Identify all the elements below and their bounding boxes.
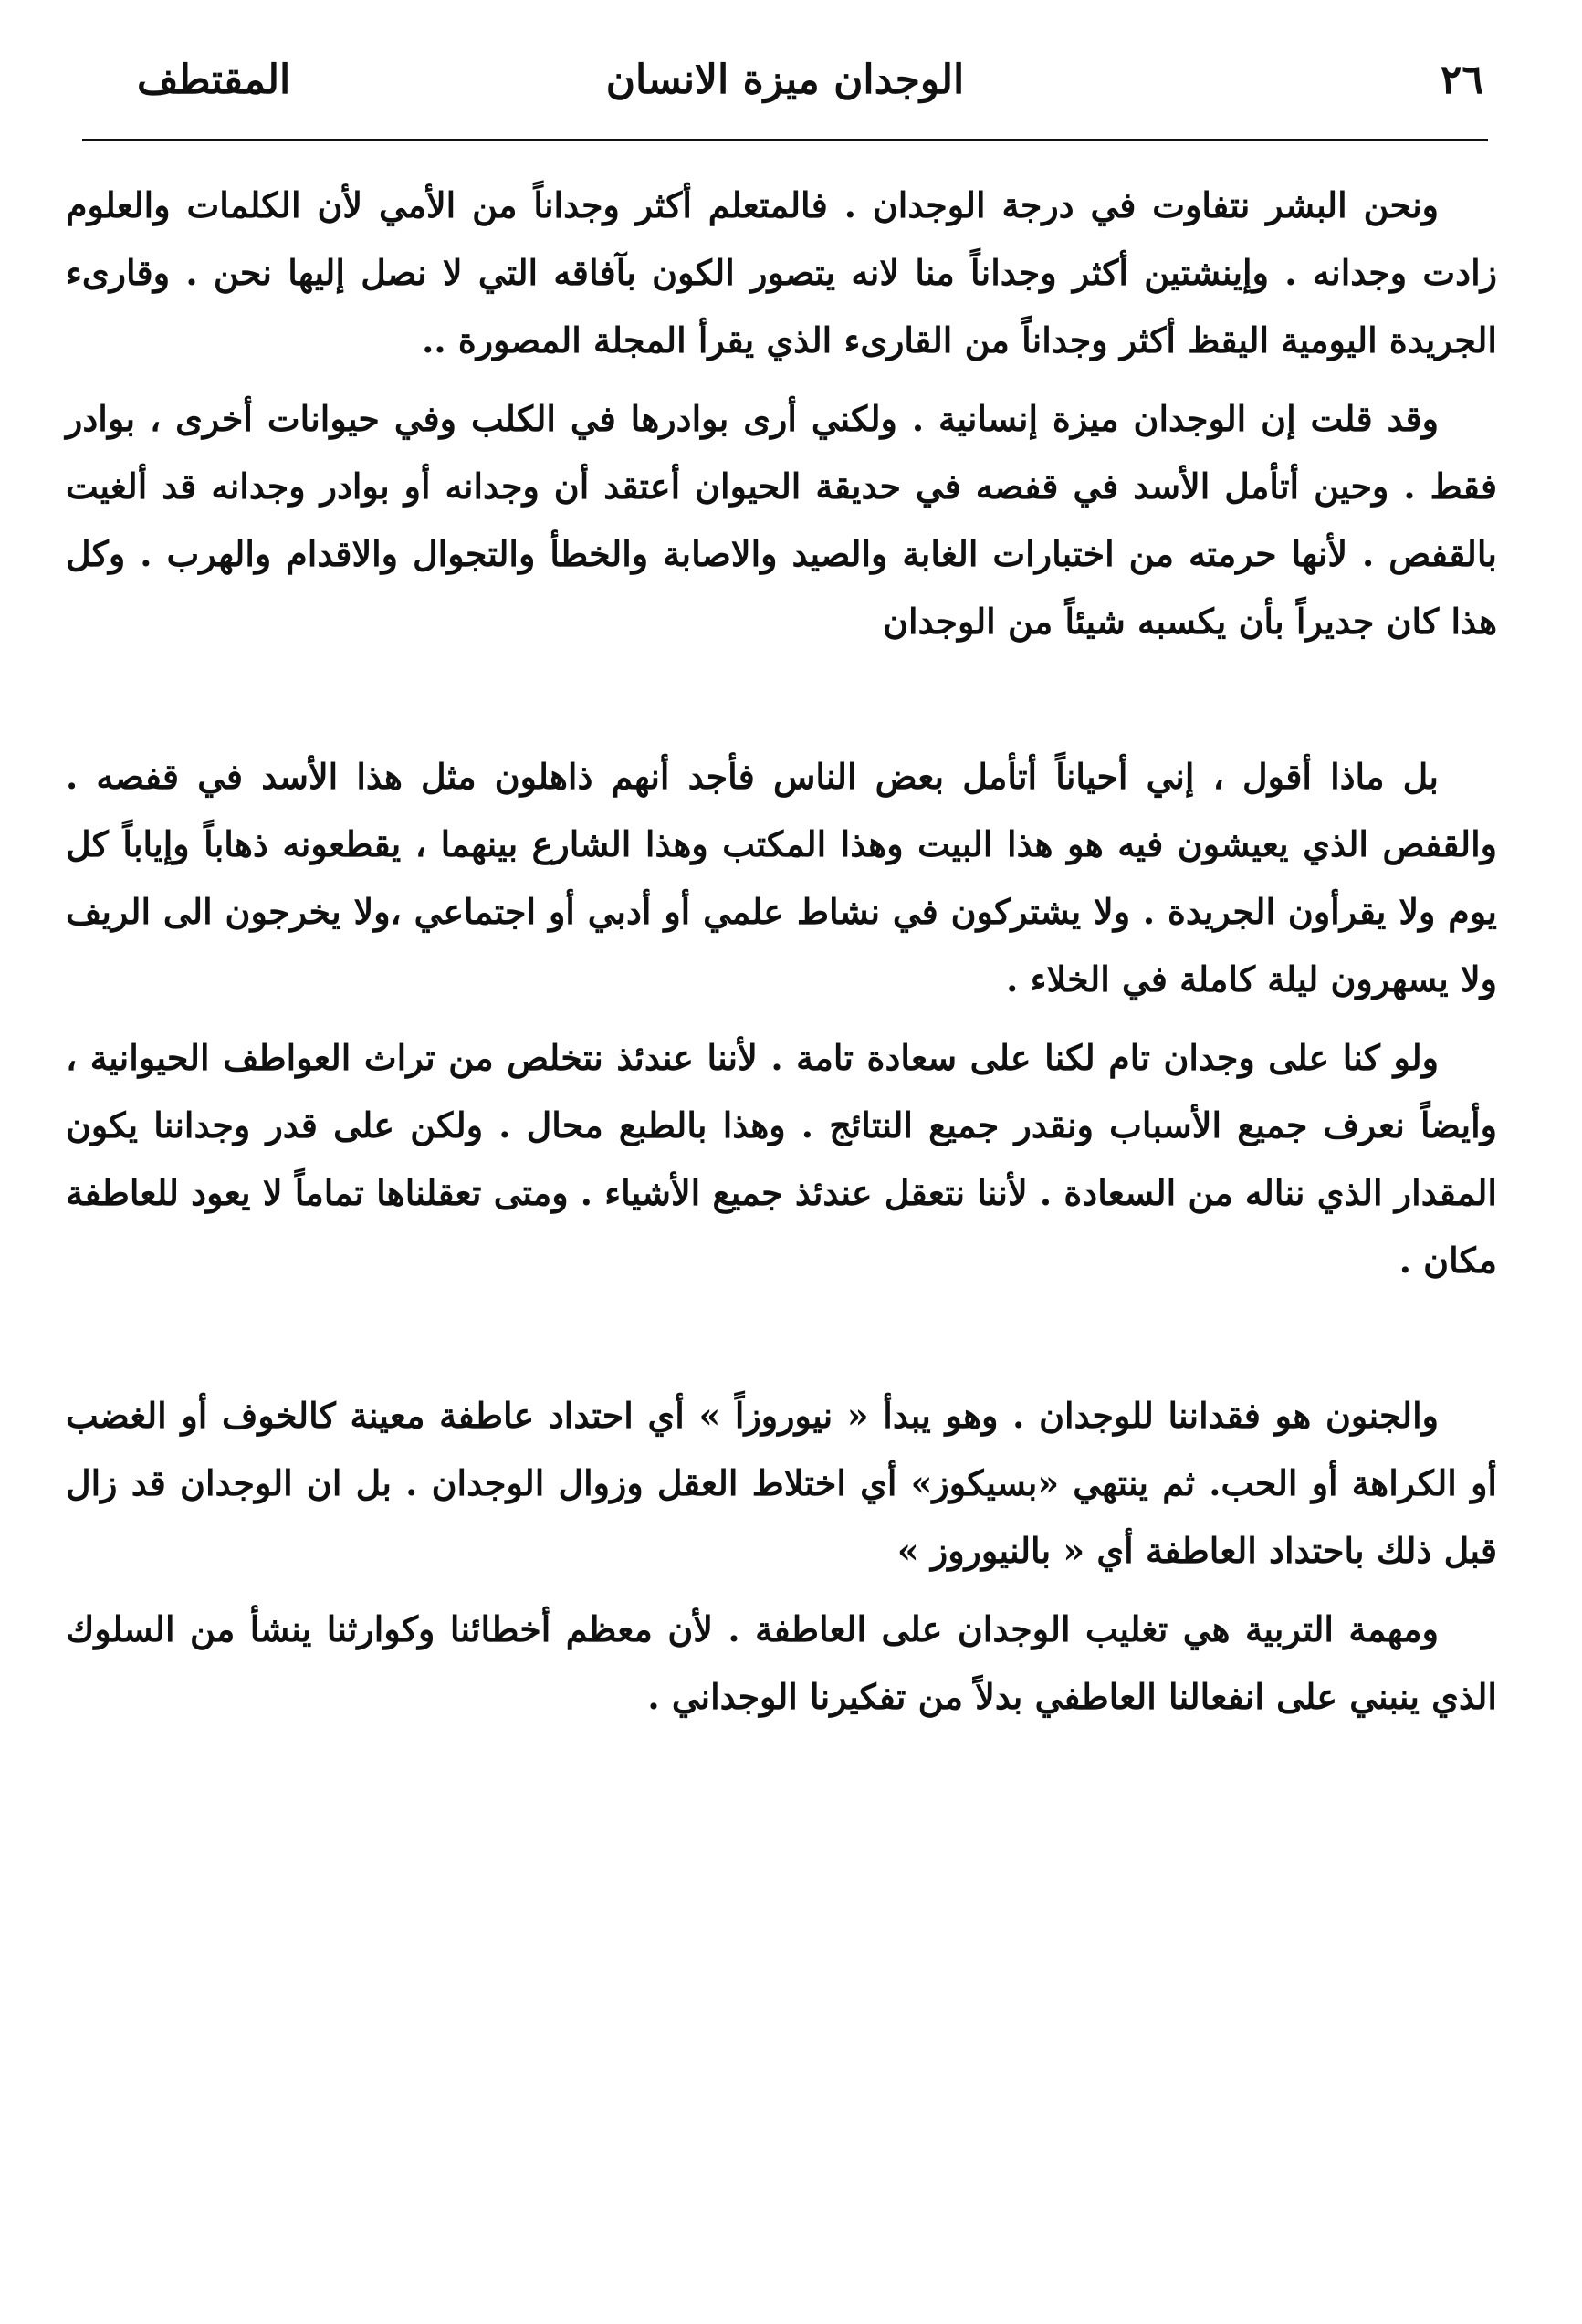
article-body [66,172,1497,1742]
running-title: الوجدان ميزة الانسان [605,57,965,103]
page-number: ٢٦ [1440,57,1483,103]
paragraph-2: وقد قلت إن الوجدان ميزة إنسانية . ولكني أرى بوادرها في الكلب وفي حيوانات أخرى ، بوادر فقط . وحين أتأمل الأسد في قفصه في حديقة الحيوان أعتقد أن وجدانه أو بوادر وجدانه قد ألغيت بالقفص . لأنها حرمته من اختبارات الغابة والصيد والاصابة والخطأ والتجوال والاقدام والهرب . وكل هذا كان جديراً بأن يكسبه شيئاً من الوجدان [66,398,1497,642]
paragraph-5: والجنون هو فقداننا للوجدان . وهو يبدأ « نيوروزاً » أي احتداد عاطفة معينة كالخوف أو الغضب أو الكراهة أو الحب. ثم ينتهي «بسيكوز» أي اختلاط العقل وزوال الوجدان . بل ان الوجدان قد زال قبل ذلك باحتداد العاطفة أي « بالنيوروز » [66,1395,1497,1571]
paragraph-6: ومهمة التربية هي تغليب الوجدان على العاطفة . لأن معظم أخطائنا وكوارثنا ينشأ من السلوك الذي ينبني على انفعالنا العاطفي بدلاً من تفكيرنا الوجداني . [66,1608,1497,1717]
paragraph-4: ولو كنا على وجدان تام لكنا على سعادة تامة . لأننا عندئذ نتخلص من تراث العواطف الحيوانية ، وأيضاً نعرف جميع الأسباب ونقدر جميع النتائج . وهذا بالطبع محال . ولكن على قدر وجداننا يكون المقدار الذي نناله من السعادة . لأننا نتعقل عندئذ جميع الأشياء . ومتى تعقلناها تماماً لا يعود للعاطفة مكان . [66,1037,1497,1281]
header-divider [82,139,1488,141]
journal-name: المقتطف [137,57,291,103]
page-header [87,57,1483,120]
paragraph-3: بل ماذا أقول ، إني أحياناً أتأمل بعض الناس فأجد أنهم ذاهلون مثل هذا الأسد في قفصه . والقفص الذي يعيشون فيه هو هذا البيت وهذا المكتب وهذا الشارع بينهما ، يقطعونه ذهاباً وإياباً كل يوم ولا يقرأون الجريدة . ولا يشتركون في نشاط علمي أو أدبي أو اجتماعي ،ولا يخرجون الى الريف ولا يسهرون ليلة كاملة في الخلاء . [66,756,1497,1000]
paragraph-1: ونحن البشر نتفاوت في درجة الوجدان . فالمتعلم أكثر وجداناً من الأمي لأن الكلمات والعلوم زادت وجدانه . وإينشتين أكثر وجداناً منا لانه يتصور الكون بآفاقه التي لا نصل إليها نحن . وقارىء الجريدة اليومية اليقظ أكثر وجداناً من القارىء الذي يقرأ المجلة المصورة .. [66,184,1497,361]
